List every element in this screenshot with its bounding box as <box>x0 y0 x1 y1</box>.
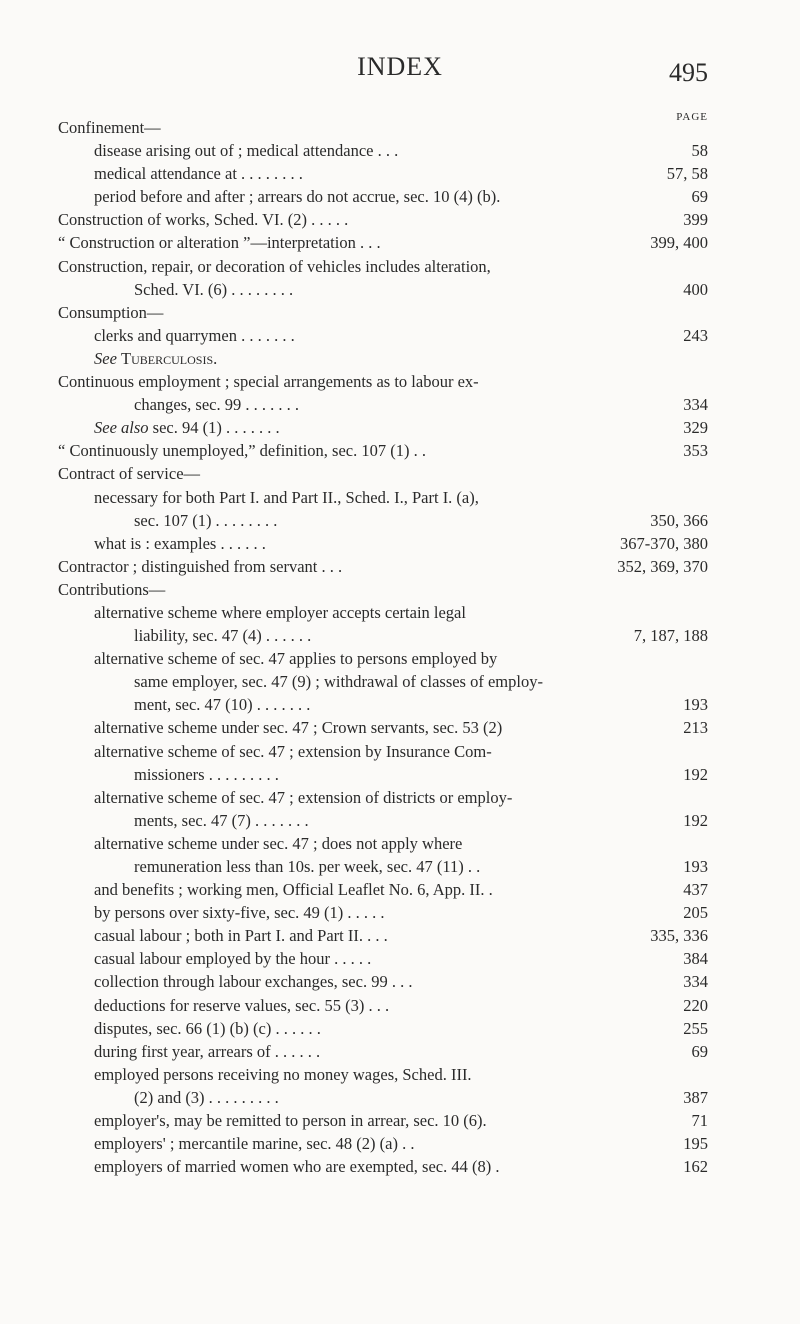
index-entry <box>58 740 708 763</box>
entry-page: 220 <box>683 995 708 1015</box>
page-number: 495 <box>669 58 708 87</box>
entry-text: casual labour ; both in Part I. and Part II. . . . <box>94 926 388 946</box>
entry-page: 195 <box>683 1134 708 1154</box>
index-entry <box>58 555 708 578</box>
entry-text: same employer, sec. 47 (9) ; withdrawal of classes of employ- <box>134 672 543 692</box>
index-entry <box>58 693 708 716</box>
entry-page: 353 <box>683 441 708 461</box>
entry-page: 387 <box>683 1087 708 1107</box>
index-entry <box>58 509 708 532</box>
entry-text: “ Continuously unemployed,” definition, sec. 107 (1) . . <box>58 441 426 461</box>
entry-text: See also sec. 94 (1) . . . . . . . <box>94 418 280 438</box>
entry-text: alternative scheme under sec. 47 ; Crown servants, sec. 53 (2) <box>94 718 503 738</box>
index-entry <box>58 370 708 393</box>
entry-text: “ Construction or alteration ”—interpretation . . . <box>58 233 381 253</box>
entry-text: alternative scheme of sec. 47 ; extension by Insurance Com- <box>94 741 492 761</box>
entry-text: alternative scheme of sec. 47 applies to persons employed by <box>94 649 498 669</box>
index-entry <box>58 578 708 601</box>
entry-text: period before and after ; arrears do not accrue, sec. 10 (4) (b). <box>94 187 501 207</box>
index-entry <box>58 324 708 347</box>
index-entry <box>58 116 708 139</box>
index-entry <box>58 208 708 231</box>
entry-text: casual labour employed by the hour . . . . . <box>94 949 372 969</box>
entry-page: 335, 336 <box>650 926 708 946</box>
entry-page: 384 <box>683 949 708 969</box>
entry-text: deductions for reserve values, sec. 55 (3) . . . <box>94 995 390 1015</box>
entry-text: disease arising out of ; medical attendance . . . <box>94 141 399 161</box>
index-entry <box>58 1132 708 1155</box>
entry-page: 162 <box>683 1157 708 1177</box>
index-entries <box>58 116 708 1178</box>
entry-page: 192 <box>683 764 708 784</box>
index-entry <box>58 139 708 162</box>
index-entry <box>58 855 708 878</box>
entry-page: 58 <box>691 141 708 161</box>
index-entry <box>58 1017 708 1040</box>
index-entry <box>58 947 708 970</box>
index-entry <box>58 231 708 254</box>
entry-text: employers' ; mercantile marine, sec. 48 (2) (a) . . <box>94 1134 415 1154</box>
entry-page: 193 <box>683 695 708 715</box>
entry-page: 205 <box>683 903 708 923</box>
entry-page: 352, 369, 370 <box>617 556 708 576</box>
entry-page: 69 <box>691 1041 708 1061</box>
entry-text: employer's, may be remitted to person in arrear, sec. 10 (6). <box>94 1111 487 1131</box>
index-entry <box>58 393 708 416</box>
entry-text: Construction of works, Sched. VI. (2) . . . . . <box>58 210 349 230</box>
index-entry <box>58 670 708 693</box>
index-entry <box>58 1086 708 1109</box>
index-entry <box>58 878 708 901</box>
entry-text: Consumption— <box>58 302 164 322</box>
entry-page: 57, 58 <box>666 164 708 184</box>
entry-text: Contract of service— <box>58 464 201 484</box>
index-entry <box>58 1063 708 1086</box>
entry-text: Contractor ; distinguished from servant . . . <box>58 556 343 576</box>
index-entry <box>58 832 708 855</box>
index-entry <box>58 162 708 185</box>
entry-page: 350, 366 <box>650 510 708 530</box>
entry-page: 334 <box>683 395 708 415</box>
entry-text: medical attendance at . . . . . . . . <box>94 164 303 184</box>
entry-text: collection through labour exchanges, sec. 99 . . . <box>94 972 413 992</box>
entry-page: 367-370, 380 <box>620 533 708 553</box>
index-entry <box>58 786 708 809</box>
entry-text: by persons over sixty-five, sec. 49 (1) . . . . . <box>94 903 385 923</box>
entry-page: 255 <box>683 1018 708 1038</box>
entry-text: employed persons receiving no money wages, Sched. III. <box>94 1064 472 1084</box>
index-entry <box>58 439 708 462</box>
entry-text: See Tuberculosis. <box>94 348 218 368</box>
entry-page: 437 <box>683 880 708 900</box>
entry-text: alternative scheme of sec. 47 ; extension of districts or employ- <box>94 787 513 807</box>
entry-page: 69 <box>691 187 708 207</box>
entry-page: 71 <box>691 1111 708 1131</box>
entry-text: changes, sec. 99 . . . . . . . <box>134 395 299 415</box>
index-entry <box>58 278 708 301</box>
index-entry <box>58 416 708 439</box>
index-entry <box>58 994 708 1017</box>
entry-page: 193 <box>683 857 708 876</box>
index-entry <box>58 970 708 993</box>
entry-text: (2) and (3) . . . . . . . . . <box>134 1087 279 1107</box>
entry-text: during first year, arrears of . . . . . . <box>94 1041 321 1061</box>
index-entry <box>58 255 708 278</box>
index-entry <box>58 532 708 555</box>
index-entry <box>58 301 708 324</box>
entry-page: 334 <box>683 972 708 992</box>
entry-text: what is : examples . . . . . . <box>94 533 266 553</box>
entry-text: and benefits ; working men, Official Leaflet No. 6, App. II. . <box>94 880 493 900</box>
entry-text: Construction, repair, or decoration of vehicles includes alteration, <box>58 256 491 276</box>
entry-text: disputes, sec. 66 (1) (b) (c) . . . . . . <box>94 1018 321 1038</box>
entry-text: alternative scheme under sec. 47 ; does not apply where <box>94 833 463 853</box>
index-entry <box>58 763 708 786</box>
index-entry <box>58 716 708 739</box>
entry-text: sec. 107 (1) . . . . . . . . <box>134 510 278 530</box>
index-entry <box>58 347 708 370</box>
page-header <box>0 52 800 92</box>
entry-page: 399, 400 <box>650 233 708 253</box>
index-entry <box>58 601 708 624</box>
entry-page: 192 <box>683 810 708 830</box>
entry-text: necessary for both Part I. and Part II., Sched. I., Part I. (a), <box>94 487 479 507</box>
index-entry <box>58 901 708 924</box>
index-entry <box>58 647 708 670</box>
index-entry <box>58 1109 708 1132</box>
entry-text: missioners . . . . . . . . . <box>134 764 279 784</box>
entry-page: 400 <box>683 279 708 299</box>
entry-text: clerks and quarrymen . . . . . . . <box>94 325 295 345</box>
entry-text: ments, sec. 47 (7) . . . . . . . <box>134 810 309 830</box>
entry-page: 243 <box>683 325 708 345</box>
index-entry <box>58 624 708 647</box>
index-entry <box>58 809 708 832</box>
entry-text: employers of married women who are exempted, sec. 44 (8) . <box>94 1157 500 1177</box>
entry-page: 213 <box>683 718 708 738</box>
index-entry <box>58 185 708 208</box>
entry-text: ment, sec. 47 (10) . . . . . . . <box>134 695 311 715</box>
entry-page: 329 <box>683 418 708 438</box>
entry-text: Confinement— <box>58 118 161 137</box>
index-entry <box>58 462 708 485</box>
index-entry <box>58 924 708 947</box>
page-column-label: PAGE <box>676 111 708 123</box>
entry-text: Contributions— <box>58 579 166 599</box>
index-title: INDEX <box>357 52 443 81</box>
entry-text: alternative scheme where employer accepts certain legal <box>94 602 466 622</box>
index-entry <box>58 1040 708 1063</box>
entry-text: remuneration less than 10s. per week, sec. 47 (11) . . <box>134 857 481 876</box>
index-entry <box>58 486 708 509</box>
entry-text: liability, sec. 47 (4) . . . . . . <box>134 626 312 646</box>
entry-text: Sched. VI. (6) . . . . . . . . <box>134 279 294 299</box>
entry-page: 7, 187, 188 <box>633 626 708 646</box>
entry-page: 399 <box>683 210 708 230</box>
entry-text: Continuous employment ; special arrangements as to labour ex- <box>58 372 479 392</box>
index-entry <box>58 1155 708 1178</box>
